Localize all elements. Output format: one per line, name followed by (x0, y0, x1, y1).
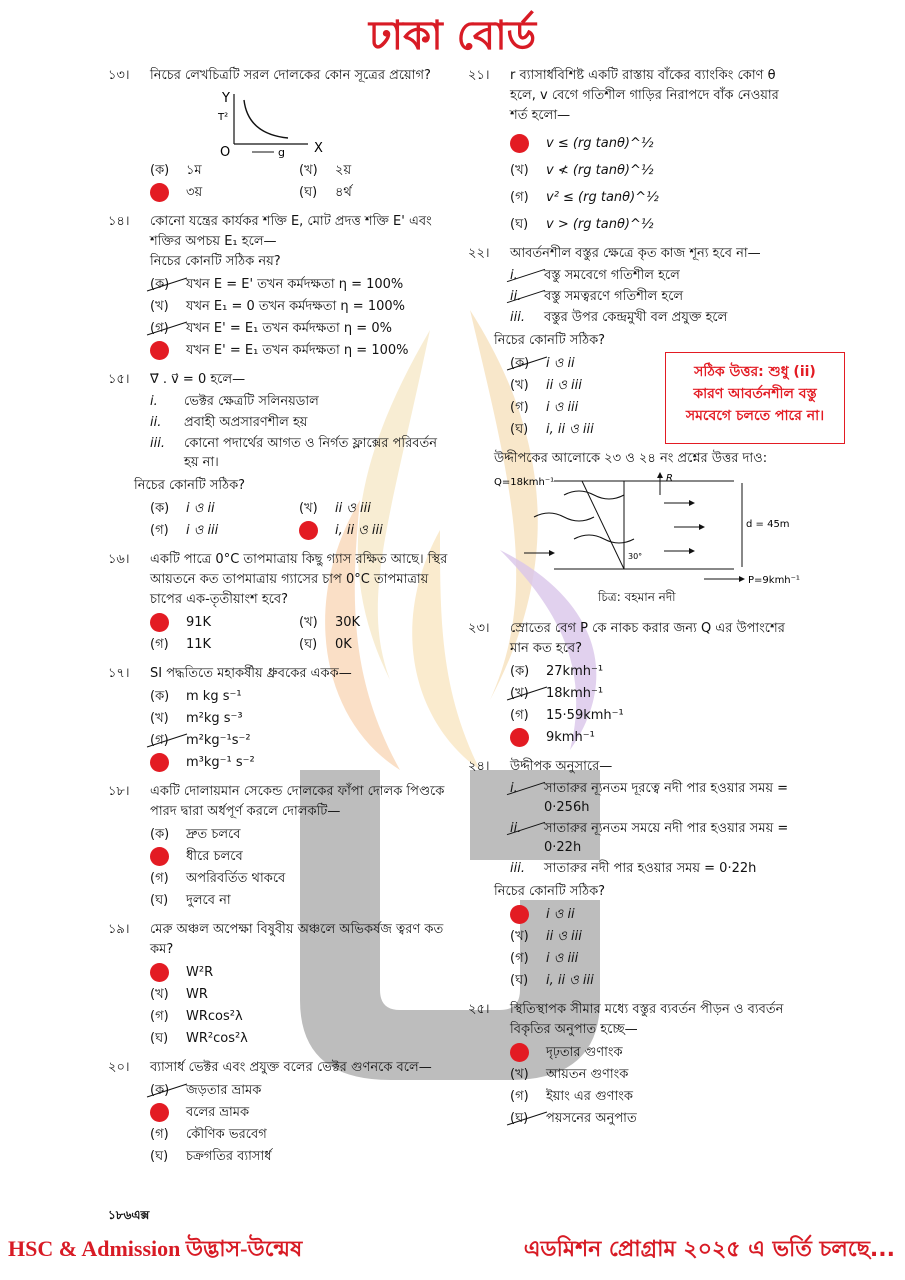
statement: ii. প্রবাহী অপ্রসারণশীল হয় (150, 415, 308, 430)
question-18 (108, 782, 448, 910)
question-21 (468, 66, 798, 234)
option-label: (গ) (510, 951, 529, 966)
answer-dot (150, 753, 186, 772)
option-d[interactable] (299, 635, 448, 654)
question-14 (108, 212, 448, 360)
option-b[interactable] (150, 297, 448, 316)
option-a[interactable] (510, 1043, 798, 1062)
page-number: ১৮৬এক্স (108, 1208, 150, 1222)
question-text: মেরু অঞ্চল অপেক্ষা বিষুবীয় অঞ্চলে অভিকর্ষজ ত্বরণ কত কম? (150, 922, 444, 957)
option-label: (ঘ) (150, 1149, 169, 1164)
option-label: (ক) (150, 827, 170, 842)
statement: ii. বস্তু সমত্বরণে গতিশীল হলে (510, 289, 684, 304)
option-label: (গ) (150, 319, 186, 338)
option-label: (খ) (299, 615, 318, 630)
question-number: ২৩। (468, 621, 490, 636)
option-text: 9kmh⁻¹ (546, 730, 595, 745)
answer-note-line: কারণ আবর্তনশীল বস্তু (693, 386, 817, 402)
option-a[interactable] (510, 662, 798, 681)
option-d[interactable] (299, 521, 448, 540)
option-text: m²kg⁻¹s⁻² (186, 733, 251, 748)
statement: i. বস্তু সমবেগে গতিশীল হলে (510, 268, 680, 283)
question-number: ২১। (468, 68, 490, 83)
answer-dot (150, 1103, 186, 1122)
option-text: i ও ii (546, 907, 575, 922)
p-velocity-label: P=9kmh⁻¹ (748, 575, 800, 586)
option-label: (গ) (150, 1009, 169, 1024)
option-text: ii ও iii (546, 378, 582, 393)
option-b[interactable] (150, 1103, 448, 1122)
option-a[interactable] (150, 963, 448, 982)
option-label: (ক) (150, 163, 170, 178)
option-label: (খ) (299, 501, 318, 516)
option-text: v ≮ (rg tanθ)^½ (546, 163, 654, 178)
left-column (108, 66, 448, 1176)
option-text: m kg s⁻¹ (186, 689, 242, 704)
graph-t2-label: T² (218, 112, 229, 123)
option-c[interactable] (510, 706, 798, 725)
option-label: (গ) (510, 400, 529, 415)
option-d[interactable] (510, 215, 798, 234)
option-text: বলের ভ্রামক (186, 1105, 250, 1120)
option-text: দৃঢ়তার গুণাংক (546, 1045, 623, 1060)
option-label: (খ) (299, 163, 318, 178)
option-text: ধীরে চলবে (186, 849, 243, 864)
graph-x-label: X (314, 141, 323, 156)
option-text: যখন E₁ = 0 তখন কর্মদক্ষতা η = 100% (186, 299, 405, 314)
option-c[interactable] (150, 1007, 448, 1026)
question-text: নিচের লেখচিত্রটি সরল দোলকের কোন সূত্রের প্রয়োগ? (150, 68, 431, 83)
option-text: i ও ii (186, 501, 215, 516)
question-text: স্রোতের বেগ P কে নাকচ করার জন্য Q এর উপাংশের মান কত হবে? (510, 621, 785, 656)
option-text: 0K (335, 637, 352, 652)
answer-dot (299, 521, 335, 540)
option-text: WR (186, 987, 208, 1002)
option-text: m³kg⁻¹ s⁻² (186, 755, 255, 770)
option-label: (ঘ) (299, 637, 318, 652)
option-label: (ঘ) (150, 1031, 169, 1046)
option-d[interactable] (150, 891, 448, 910)
answer-dot (510, 728, 546, 747)
option-a[interactable] (510, 134, 798, 153)
option-label: (খ) (150, 987, 169, 1002)
option-b[interactable] (150, 709, 448, 728)
graph-y-label: Y (222, 91, 230, 106)
option-text: v > (rg tanθ)^½ (546, 217, 654, 232)
question-number: ১৬। (108, 552, 130, 567)
option-text: দ্রুত চলবে (186, 827, 241, 842)
option-label: (গ) (150, 731, 186, 750)
option-text: ২য় (335, 163, 352, 178)
angle-label: 30° (628, 552, 643, 561)
answer-note (665, 352, 845, 444)
option-label: (গ) (150, 523, 169, 538)
option-text: v² ≤ (rg tanθ)^½ (546, 190, 659, 205)
statement: ii. সাতারুর ন্যূনতম সময়ে নদী পার হওয়ার সময় = 0·22h (510, 821, 789, 855)
option-b[interactable] (299, 499, 448, 518)
width-label: d = 45m (746, 519, 790, 530)
option-d[interactable] (150, 1029, 448, 1048)
option-c[interactable] (510, 949, 798, 968)
option-text: দুলবে না (186, 893, 231, 908)
option-label: (ঘ) (510, 973, 529, 988)
pendulum-graph (188, 86, 388, 158)
option-c[interactable] (150, 1125, 448, 1144)
question-text: ∇⃗ . v⃗ = 0 হলে— (150, 372, 246, 387)
option-label: (গ) (510, 190, 529, 205)
option-b[interactable] (150, 847, 448, 866)
answer-dot (150, 183, 186, 202)
option-d[interactable] (510, 728, 798, 747)
option-label: (খ) (150, 711, 169, 726)
statement: iii. সাতারুর নদী পার হওয়ার সময় = 0·22h (510, 861, 757, 876)
question-number: ১৪। (108, 214, 130, 229)
option-text: ইয়াং এর গুণাংক (546, 1089, 633, 1104)
r-label: R (666, 473, 673, 484)
question-number: ১৭। (108, 666, 130, 681)
option-label: (গ) (510, 1089, 529, 1104)
footer-brand: HSC & Admission উদ্ভাস-উন্মেষ (8, 1236, 303, 1261)
question-number: ২২। (468, 246, 490, 261)
answer-note-line: সঠিক উত্তর: শুধু (ii) (694, 364, 816, 380)
statement: iii. বস্তুর উপর কেন্দ্রমুখী বল প্রযুক্ত হলে (510, 310, 728, 325)
option-label: (খ) (510, 1067, 529, 1082)
option-text: m²kg s⁻³ (186, 711, 243, 726)
option-text: কৌণিক ভরবেগ (186, 1127, 267, 1142)
answer-dot (150, 613, 186, 632)
option-b[interactable] (150, 985, 448, 1004)
option-b[interactable] (510, 161, 798, 180)
option-text: পয়সনের অনুপাত (546, 1111, 637, 1126)
option-a[interactable] (150, 275, 448, 294)
option-label: (খ) (510, 378, 529, 393)
option-text: i, ii ও iii (335, 523, 383, 538)
option-text: যখন E = E' তখন কর্মদক্ষতা η = 100% (186, 277, 404, 292)
option-text: ii ও iii (335, 501, 371, 516)
answer-dot (150, 847, 186, 866)
option-text: অপরিবর্তিত থাকবে (186, 871, 286, 886)
graph-origin-label: O (220, 145, 231, 158)
option-d[interactable] (150, 753, 448, 772)
option-text: 30K (335, 615, 361, 630)
option-label: (গ) (510, 708, 529, 723)
question-number: ২৫। (468, 1002, 490, 1017)
right-column (468, 66, 798, 1138)
answer-dot (510, 1043, 546, 1062)
option-text: আয়তন গুণাংক (546, 1067, 629, 1082)
option-label: (ক) (510, 354, 546, 373)
option-text: 15·59kmh⁻¹ (546, 708, 624, 723)
option-label: (খ) (150, 299, 169, 314)
question-24 (468, 757, 798, 990)
option-label: (ঘ) (510, 1109, 546, 1128)
option-d[interactable] (299, 183, 448, 202)
option-text: 11K (186, 637, 212, 652)
question-number: ১৩। (108, 68, 130, 83)
option-label: (খ) (510, 684, 546, 703)
question-13 (108, 66, 448, 202)
option-d[interactable] (510, 971, 798, 990)
stimulus-intro: উদ্দীপকের আলোকে ২৩ ও ২৪ নং প্রশ্নের উত্তর দাও: (494, 451, 768, 466)
option-b[interactable] (510, 1065, 798, 1084)
question-number: ১৯। (108, 922, 130, 937)
option-label: (খ) (510, 929, 529, 944)
option-text: জড়তার ভ্রামক (186, 1083, 262, 1098)
option-b[interactable] (299, 161, 448, 180)
option-a[interactable] (150, 613, 299, 632)
option-text: i ও iii (186, 523, 219, 538)
option-label: (ক) (150, 689, 170, 704)
question-23 (468, 619, 798, 747)
option-d[interactable] (510, 1109, 798, 1128)
answer-dot (150, 341, 186, 360)
answer-note-line: সমবেগে চলতে পারে না। (685, 408, 825, 424)
option-c[interactable] (150, 869, 448, 888)
page-title: ঢাকা বোর্ড (368, 13, 537, 59)
option-b[interactable] (299, 613, 448, 632)
graph-g-label: g (278, 146, 285, 158)
option-label: (ঘ) (510, 217, 529, 232)
option-label: (ঘ) (510, 422, 529, 437)
option-c[interactable] (150, 635, 299, 654)
option-c[interactable] (150, 319, 448, 338)
question-text: একটি পাত্রে 0°C তাপমাত্রায় কিছু গ্যাস রক্ষিত আছে। স্থির আয়তনে কত তাপমাত্রায় গ্যাসের চাপ 0°C তাপমাত্রায় চাপের এক-তৃতীয়াংশ হবে? (150, 552, 448, 607)
question-19 (108, 920, 448, 1048)
option-text: ৪র্থ (335, 185, 352, 200)
question-number: ১৫। (108, 372, 130, 387)
option-text: 91K (186, 615, 212, 630)
option-label: (ক) (150, 501, 170, 516)
answer-dot (510, 134, 546, 153)
option-text: W²R (186, 965, 214, 980)
option-label: (গ) (150, 871, 169, 886)
option-d[interactable] (150, 341, 448, 360)
statement: iii. কোনো পদার্থের আগত ও নির্গত ফ্লাক্সের পরিবর্তন হয় না। (150, 436, 438, 470)
option-text: v ≤ (rg tanθ)^½ (546, 136, 654, 151)
option-c[interactable] (150, 521, 299, 540)
question-text: স্থিতিস্থাপক সীমার মধ্যে বস্তুর ব্যবর্তন পীড়ন ও ব্যবর্তন বিকৃতির অনুপাত হচ্ছে— (510, 1002, 784, 1037)
question-number: ১৮। (108, 784, 130, 799)
stimulus (468, 449, 798, 609)
q-velocity-label: Q=18kmh⁻¹ (494, 477, 555, 488)
question-25 (468, 1000, 798, 1128)
option-label: (ক) (150, 275, 186, 294)
option-text: WR²cos²λ (186, 1031, 248, 1046)
option-a[interactable] (150, 825, 448, 844)
option-label: (ক) (510, 664, 530, 679)
option-text: 18kmh⁻¹ (546, 686, 604, 701)
which-correct: নিচের কোনটি সঠিক? (494, 333, 606, 348)
question-text: আবর্তনশীল বস্তুর ক্ষেত্রে কৃত কাজ শূন্য হবে না— (510, 246, 761, 261)
which-correct: নিচের কোনটি সঠিক? (134, 478, 246, 493)
option-text: i, ii ও iii (546, 422, 594, 437)
option-a[interactable] (150, 161, 299, 180)
option-text: ii ও iii (546, 929, 582, 944)
option-text: i ও iii (546, 400, 579, 415)
option-text: ৩য় (186, 185, 203, 200)
question-16 (108, 550, 448, 654)
option-text: চক্রগতির ব্যাসার্ধ (186, 1149, 272, 1164)
option-label: (গ) (150, 1127, 169, 1142)
option-label: (ঘ) (150, 893, 169, 908)
option-label: (ক) (150, 1081, 186, 1100)
option-c[interactable] (150, 183, 299, 202)
option-label: (খ) (510, 163, 529, 178)
question-text: r ব্যাসার্ধবিশিষ্ট একটি রাস্তায় বাঁকের ব্যাংকিং কোণ θ হলে, v বেগে গতিশীল গাড়ির নিরাপদে বাঁক নেওয়ার শর্ত হলো— (510, 68, 779, 123)
diagram-caption: চিত্র: বহমান নদী (598, 590, 676, 604)
option-b[interactable] (510, 684, 798, 703)
question-text: উদ্দীপক অনুসারে— (510, 759, 613, 774)
answer-dot (150, 963, 186, 982)
option-text: 27kmh⁻¹ (546, 664, 604, 679)
option-a[interactable] (150, 1081, 448, 1100)
question-text: একটি দোলায়মান সেকেন্ড দোলকের ফাঁপা দোলক পিণ্ডকে পারদ দ্বারা অর্ধপূর্ণ করলে দোলকটি— (150, 784, 445, 819)
question-number: ২০। (108, 1060, 130, 1075)
option-label: (গ) (150, 637, 169, 652)
option-text: i ও ii (546, 356, 575, 371)
option-a[interactable] (150, 687, 448, 706)
option-text: যখন E' = E₁ তখন কর্মদক্ষতা η = 0% (186, 321, 392, 336)
option-c[interactable] (510, 1087, 798, 1106)
river-diagram (494, 469, 814, 589)
option-text: ১ম (186, 163, 202, 178)
option-text: WRcos²λ (186, 1009, 243, 1024)
question-20 (108, 1058, 448, 1166)
question-text: ব্যাসার্ধ ভেক্টর এবং প্রযুক্ত বলের ভেক্টর গুণনকে বলে— (150, 1060, 432, 1075)
question-number: ২৪। (468, 759, 490, 774)
question-17 (108, 664, 448, 772)
option-c[interactable] (150, 731, 448, 750)
option-d[interactable] (150, 1147, 448, 1166)
question-sub: নিচের কোনটি সঠিক নয়? (150, 254, 281, 269)
option-a[interactable] (510, 905, 798, 924)
question-text: SI পদ্ধতিতে মহাকর্ষীয় ধ্রুবকের একক— (150, 666, 352, 681)
option-c[interactable] (510, 188, 798, 207)
option-a[interactable] (150, 499, 299, 518)
statement: i. সাতারুর ন্যূনতম দূরত্বে নদী পার হওয়ার সময় = 0·256h (510, 781, 789, 815)
which-correct: নিচের কোনটি সঠিক? (494, 884, 606, 899)
answer-dot (510, 905, 546, 924)
option-b[interactable] (510, 927, 798, 946)
footer-admission-banner: এডমিশন প্রোগ্রাম ২০২৫ এ ভর্তি চলছে... (523, 1237, 895, 1262)
question-15 (108, 370, 448, 540)
option-text: i, ii ও iii (546, 973, 594, 988)
option-text: i ও iii (546, 951, 579, 966)
option-text: যখন E' = E₁ তখন কর্মদক্ষতা η = 100% (186, 343, 409, 358)
question-text: কোনো যন্ত্রের কার্যকর শক্তি E, মোট প্রদত্ত শক্তি E' এবং শক্তির অপচয় E₁ হলে— (150, 214, 432, 249)
statement: i. ভেক্টর ক্ষেত্রটি সলিনয়ডাল (150, 394, 319, 409)
option-label: (ঘ) (299, 185, 318, 200)
